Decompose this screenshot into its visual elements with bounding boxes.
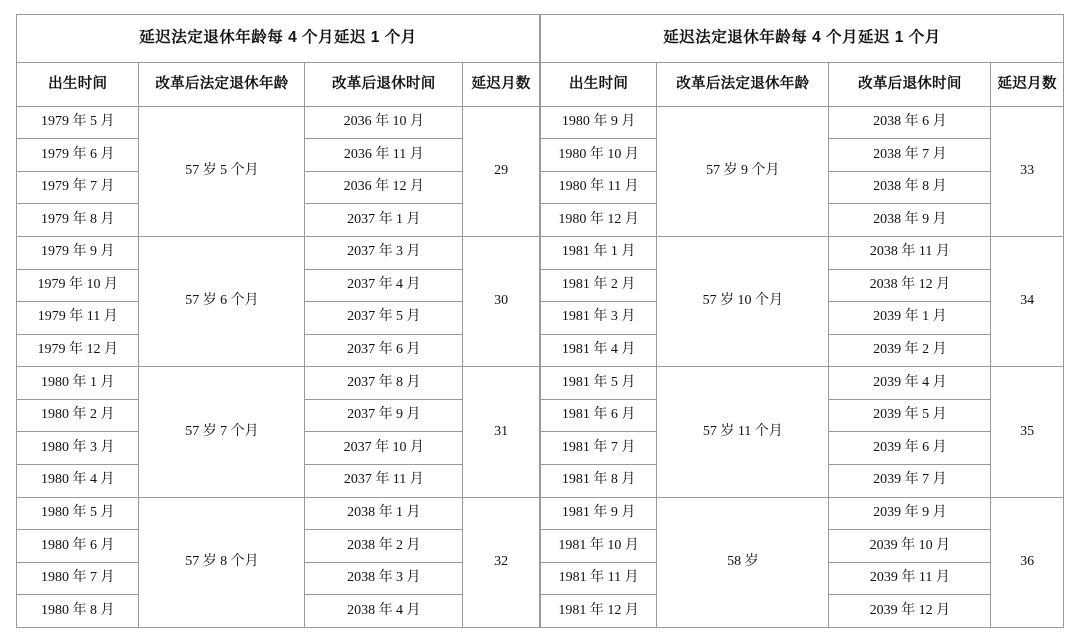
- birth-date: 1980 年 11 月: [541, 171, 657, 204]
- retirement-age: 58 岁: [657, 497, 829, 627]
- delay-months: 30: [463, 236, 540, 366]
- retirement-date: 2038 年 2 月: [305, 530, 463, 563]
- table-row: [17, 367, 540, 400]
- retirement-age: 57 岁 9 个月: [657, 106, 829, 236]
- birth-date: 1979 年 10 月: [17, 269, 139, 302]
- retirement-age: 57 岁 7 个月: [139, 367, 305, 497]
- retirement-date: 2037 年 6 月: [305, 334, 463, 367]
- delay-months: 32: [463, 497, 540, 627]
- table-header-row: [17, 62, 540, 106]
- retirement-date: 2037 年 5 月: [305, 302, 463, 335]
- header-delay-months: 延迟月数: [463, 62, 540, 106]
- birth-date: 1979 年 7 月: [17, 171, 139, 204]
- table-row: [541, 106, 1064, 139]
- delay-months: 35: [991, 367, 1064, 497]
- retirement-date: 2039 年 12 月: [829, 595, 991, 628]
- birth-date: 1979 年 6 月: [17, 139, 139, 172]
- birth-date: 1981 年 11 月: [541, 562, 657, 595]
- retirement-date: 2039 年 2 月: [829, 334, 991, 367]
- birth-date: 1979 年 5 月: [17, 106, 139, 139]
- birth-date: 1979 年 9 月: [17, 236, 139, 269]
- birth-date: 1980 年 5 月: [17, 497, 139, 530]
- table-row: [17, 106, 540, 139]
- birth-date: 1981 年 6 月: [541, 399, 657, 432]
- table-title-row: [17, 15, 540, 63]
- birth-date: 1981 年 3 月: [541, 302, 657, 335]
- delay-months: 36: [991, 497, 1064, 627]
- delay-months: 31: [463, 367, 540, 497]
- retirement-date: 2039 年 5 月: [829, 399, 991, 432]
- birth-date: 1979 年 8 月: [17, 204, 139, 237]
- retirement-date: 2037 年 10 月: [305, 432, 463, 465]
- birth-date: 1980 年 7 月: [17, 562, 139, 595]
- retirement-date: 2039 年 10 月: [829, 530, 991, 563]
- retirement-date: 2036 年 11 月: [305, 139, 463, 172]
- birth-date: 1980 年 10 月: [541, 139, 657, 172]
- delay-months: 34: [991, 236, 1064, 366]
- retirement-date: 2038 年 12 月: [829, 269, 991, 302]
- retirement-date: 2038 年 8 月: [829, 171, 991, 204]
- retirement-date: 2038 年 3 月: [305, 562, 463, 595]
- retirement-date: 2039 年 6 月: [829, 432, 991, 465]
- table-title: 延迟法定退休年龄每 4 个月延迟 1 个月: [541, 15, 1064, 63]
- retirement-date: 2038 年 6 月: [829, 106, 991, 139]
- birth-date: 1981 年 10 月: [541, 530, 657, 563]
- retirement-age: 57 岁 11 个月: [657, 367, 829, 497]
- retirement-date: 2037 年 8 月: [305, 367, 463, 400]
- retirement-age: 57 岁 5 个月: [139, 106, 305, 236]
- delay-months: 29: [463, 106, 540, 236]
- header-birth-date: 出生时间: [17, 62, 139, 106]
- retirement-date: 2036 年 12 月: [305, 171, 463, 204]
- birth-date: 1981 年 1 月: [541, 236, 657, 269]
- birth-date: 1980 年 6 月: [17, 530, 139, 563]
- header-delay-months: 延迟月数: [991, 62, 1064, 106]
- birth-date: 1981 年 9 月: [541, 497, 657, 530]
- retirement-age: 57 岁 8 个月: [139, 497, 305, 627]
- table-row: [17, 236, 540, 269]
- retirement-date: 2039 年 1 月: [829, 302, 991, 335]
- retirement-date: 2038 年 1 月: [305, 497, 463, 530]
- retirement-date: 2037 年 3 月: [305, 236, 463, 269]
- birth-date: 1981 年 2 月: [541, 269, 657, 302]
- retirement-date: 2038 年 4 月: [305, 595, 463, 628]
- retirement-date: 2038 年 9 月: [829, 204, 991, 237]
- retirement-table-right: [540, 14, 1064, 628]
- retirement-date: 2038 年 11 月: [829, 236, 991, 269]
- birth-date: 1980 年 4 月: [17, 464, 139, 497]
- birth-date: 1980 年 9 月: [541, 106, 657, 139]
- tables-container: [16, 14, 1064, 628]
- table-header-row: [541, 62, 1064, 106]
- retirement-date: 2037 年 9 月: [305, 399, 463, 432]
- header-retirement-date: 改革后退休时间: [305, 62, 463, 106]
- table-row: [541, 236, 1064, 269]
- delay-months: 33: [991, 106, 1064, 236]
- birth-date: 1981 年 12 月: [541, 595, 657, 628]
- retirement-age: 57 岁 6 个月: [139, 236, 305, 366]
- birth-date: 1979 年 12 月: [17, 334, 139, 367]
- birth-date: 1980 年 8 月: [17, 595, 139, 628]
- retirement-date: 2036 年 10 月: [305, 106, 463, 139]
- retirement-date: 2039 年 4 月: [829, 367, 991, 400]
- retirement-date: 2037 年 1 月: [305, 204, 463, 237]
- header-retirement-age: 改革后法定退休年龄: [657, 62, 829, 106]
- retirement-date: 2038 年 7 月: [829, 139, 991, 172]
- retirement-date: 2039 年 9 月: [829, 497, 991, 530]
- table-row: [17, 497, 540, 530]
- table-row: [541, 367, 1064, 400]
- retirement-date: 2037 年 4 月: [305, 269, 463, 302]
- header-birth-date: 出生时间: [541, 62, 657, 106]
- birth-date: 1980 年 1 月: [17, 367, 139, 400]
- header-retirement-age: 改革后法定退休年龄: [139, 62, 305, 106]
- birth-date: 1979 年 11 月: [17, 302, 139, 335]
- birth-date: 1981 年 5 月: [541, 367, 657, 400]
- birth-date: 1980 年 12 月: [541, 204, 657, 237]
- header-retirement-date: 改革后退休时间: [829, 62, 991, 106]
- birth-date: 1981 年 7 月: [541, 432, 657, 465]
- retirement-date: 2037 年 11 月: [305, 464, 463, 497]
- retirement-date: 2039 年 7 月: [829, 464, 991, 497]
- birth-date: 1980 年 3 月: [17, 432, 139, 465]
- table-title: 延迟法定退休年龄每 4 个月延迟 1 个月: [17, 15, 540, 63]
- retirement-age: 57 岁 10 个月: [657, 236, 829, 366]
- retirement-table-left: [16, 14, 540, 628]
- table-row: [541, 497, 1064, 530]
- table-title-row: [541, 15, 1064, 63]
- birth-date: 1980 年 2 月: [17, 399, 139, 432]
- birth-date: 1981 年 4 月: [541, 334, 657, 367]
- retirement-date: 2039 年 11 月: [829, 562, 991, 595]
- birth-date: 1981 年 8 月: [541, 464, 657, 497]
